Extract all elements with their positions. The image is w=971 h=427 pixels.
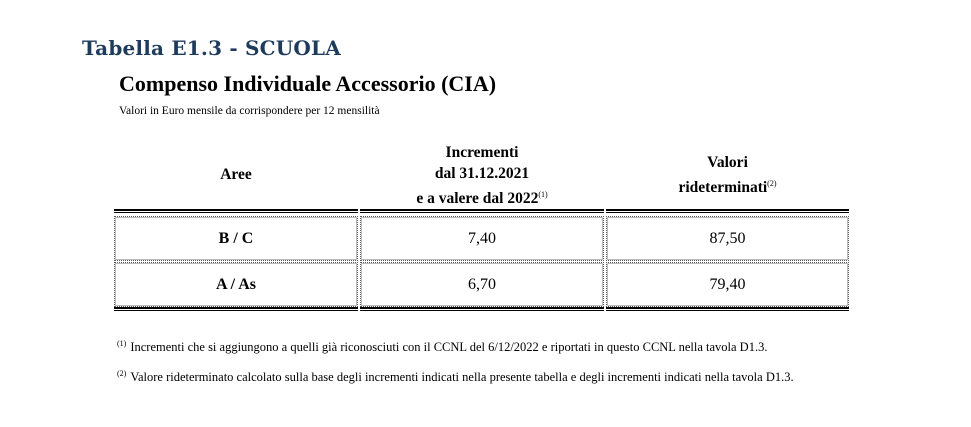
footer-rule xyxy=(360,307,604,311)
header-rule xyxy=(606,209,849,213)
header-rule xyxy=(360,209,604,213)
footnote-text-2: Valore rideterminato calcolato sulla base degli incrementi indicati nella presente tabella e degli incrementi indicati nella tavola D1.3. xyxy=(130,370,794,384)
header-valori-line2-text: rideterminati xyxy=(678,179,768,196)
footnote-1 xyxy=(117,339,767,355)
header-incrementi xyxy=(360,142,604,209)
subtitle: Valori in Euro mensile da corrispondere per 12 mensilità xyxy=(119,105,380,117)
header-incrementi-line2: dal 31.12.2021 xyxy=(434,165,530,182)
header-incrementi-line1: Incrementi xyxy=(445,144,519,161)
header-rule xyxy=(114,209,358,213)
table-cell-area: B / C xyxy=(114,216,358,261)
footnote-marker-1: (1) xyxy=(117,339,127,348)
table-cell-incremento: 7,40 xyxy=(360,216,604,261)
table-heading: Tabella E1.3 - SCUOLA xyxy=(82,36,342,60)
header-valori-line2 xyxy=(606,173,849,198)
footnote-ref-1: (1) xyxy=(538,190,548,199)
footnote-marker-2: (2) xyxy=(117,369,127,378)
page-title: Compenso Individuale Accessorio (CIA) xyxy=(119,71,497,96)
footnote-ref-2: (2) xyxy=(767,179,777,188)
header-incrementi-line3 xyxy=(360,184,604,209)
footnote-2 xyxy=(117,369,794,385)
footer-rule xyxy=(114,307,358,311)
table-cell-valore: 87,50 xyxy=(606,216,849,261)
table-cell-valore: 79,40 xyxy=(606,262,849,307)
header-aree: Aree xyxy=(220,166,252,183)
table-cell-area: A / As xyxy=(114,262,358,307)
header-valori-line1: Valori xyxy=(707,154,748,171)
footnote-text-1: Incrementi che si aggiungono a quelli già riconosciuti con il CCNL del 6/12/2022 e riportati in questo CCNL nella tavola D1.3. xyxy=(130,340,768,354)
footer-rule xyxy=(606,307,849,311)
table-cell-incremento: 6,70 xyxy=(360,262,604,307)
header-valori xyxy=(606,152,849,198)
header-incrementi-line3-text: e a valere dal 2022 xyxy=(416,190,539,207)
